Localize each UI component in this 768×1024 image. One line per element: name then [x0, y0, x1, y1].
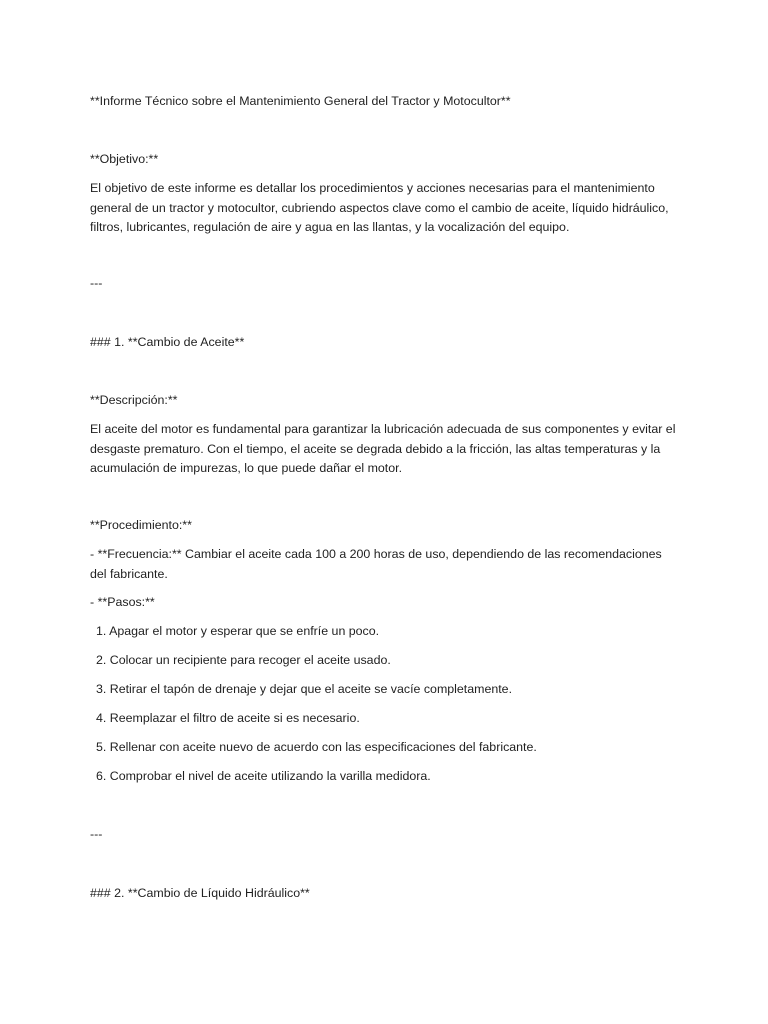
- document-title: **Informe Técnico sobre el Mantenimiento General del Tractor y Motocultor**: [90, 94, 511, 108]
- step-item: 1. Apagar el motor y esperar que se enfríe un poco.: [96, 624, 380, 638]
- separator-1: ---: [90, 276, 103, 290]
- procedure-heading: **Procedimiento:**: [90, 518, 192, 532]
- step-item: 3. Retirar el tapón de drenaje y dejar que el aceite se vacíe completamente.: [96, 682, 513, 696]
- steps-heading: - **Pasos:**: [90, 595, 155, 609]
- step-item: 4. Reemplazar el filtro de aceite si es necesario.: [96, 711, 360, 725]
- description-heading: **Descripción:**: [90, 393, 178, 407]
- section-1-heading: ### 1. **Cambio de Aceite**: [90, 335, 245, 349]
- frequency-item: - **Frecuencia:** Cambiar el aceite cada 100 a 200 horas de uso, dependiendo de las recomendaciones del fabricante.: [90, 547, 662, 581]
- objective-paragraph: El objetivo de este informe es detallar los procedimientos y acciones necesarias para el mantenimiento general de un tractor y motocultor, cubriendo aspectos clave como el cambio de aceite, líquido hidráulico, filtros, lubricantes, regulación de aire y agua en las llantas, y la vocalización del equipo.: [90, 181, 669, 234]
- step-item: 2. Colocar un recipiente para recoger el aceite usado.: [96, 653, 391, 667]
- objective-heading: **Objetivo:**: [90, 152, 159, 166]
- description-paragraph: El aceite del motor es fundamental para garantizar la lubricación adecuada de sus componentes y evitar el desgaste prematuro. Con el tiempo, el aceite se degrada debido a la fricción, las altas temperaturas y la acumulación de impurezas, lo que puede dañar el motor.: [90, 422, 676, 475]
- step-item: 5. Rellenar con aceite nuevo de acuerdo con las especificaciones del fabricante.: [96, 740, 537, 754]
- section-2-heading: ### 2. **Cambio de Líquido Hidráulico**: [90, 886, 310, 900]
- separator-2: ---: [90, 827, 103, 841]
- step-item: 6. Comprobar el nivel de aceite utilizando la varilla medidora.: [96, 769, 431, 783]
- document-page: [90, 0, 680, 1024]
